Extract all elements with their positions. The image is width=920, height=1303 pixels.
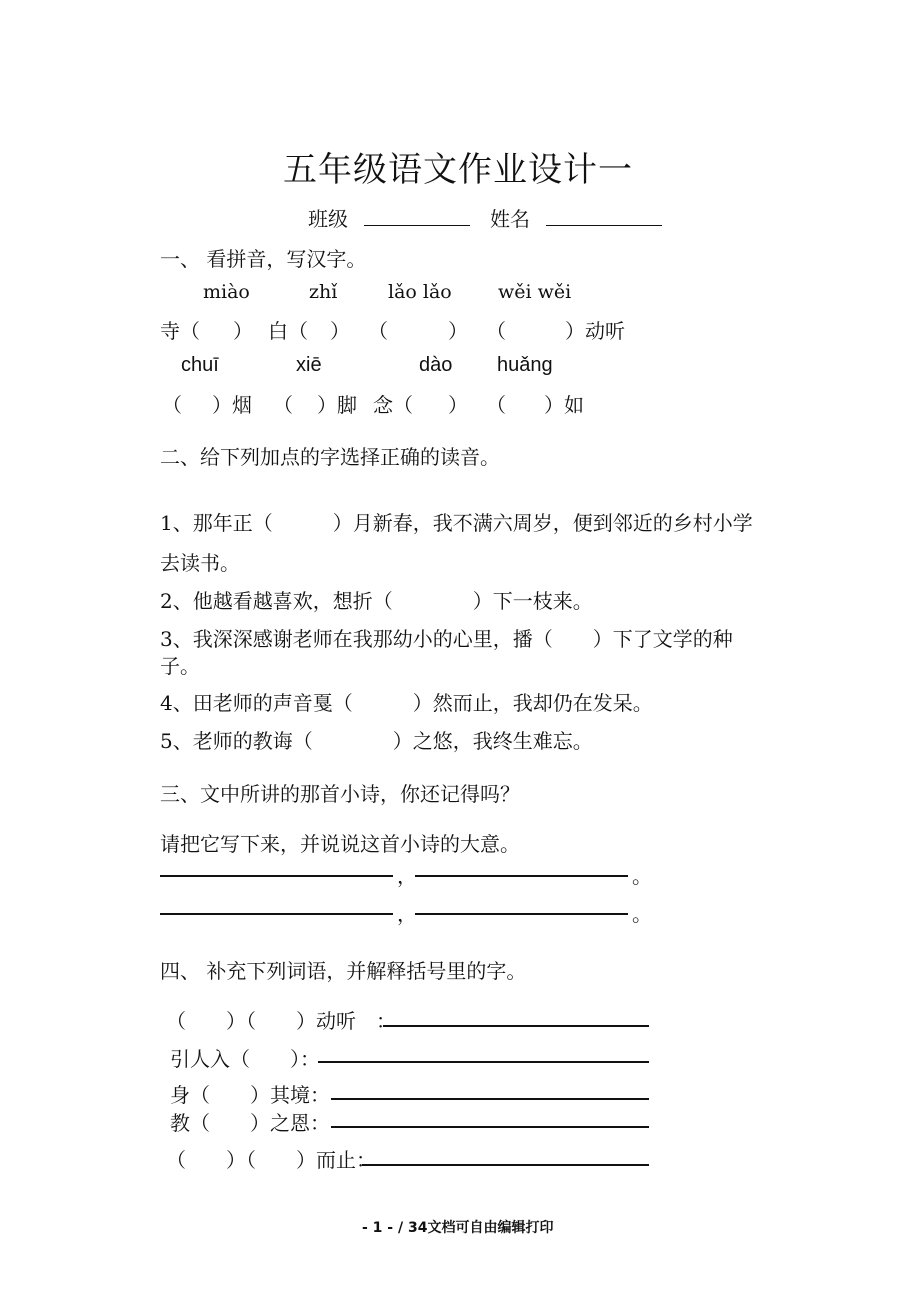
pinyin: zhǐ bbox=[309, 281, 338, 303]
section1-heading: 一、 看拼音，写汉字。 bbox=[160, 247, 367, 271]
answer-text: （ bbox=[368, 319, 388, 343]
name-label: 姓名 bbox=[490, 207, 530, 231]
question-1-cont: 去读书。 bbox=[160, 551, 240, 575]
answer-line[interactable] bbox=[318, 1061, 649, 1063]
idiom-item: 引人入（ ）： bbox=[170, 1047, 320, 1071]
class-label: 班级 bbox=[308, 207, 348, 231]
idiom-item: （ ）（ ）而止： bbox=[166, 1148, 376, 1172]
pinyin: miào bbox=[203, 281, 250, 303]
section3-prompt: 请把它写下来，并说说这首小诗的大意。 bbox=[160, 832, 520, 856]
answer-text: ）动听 bbox=[565, 319, 625, 343]
pinyin: huǎng bbox=[497, 354, 553, 376]
answer-line[interactable] bbox=[362, 1164, 649, 1166]
idiom-item: 教（ ）之恩： bbox=[170, 1111, 330, 1135]
answer-text: （ bbox=[486, 319, 506, 343]
question-1: 1、那年正（ ）月新春，我不满六周岁，便到邻近的乡村小学 bbox=[160, 511, 753, 535]
answer-line[interactable] bbox=[331, 1098, 649, 1100]
answer-text: ）脚 bbox=[317, 393, 357, 417]
comma: ， bbox=[397, 902, 417, 926]
answer-text: ） bbox=[448, 319, 468, 343]
name-blank[interactable] bbox=[546, 207, 662, 226]
answer-line[interactable] bbox=[415, 875, 628, 877]
class-blank[interactable] bbox=[364, 207, 470, 226]
question-5: 5、老师的教诲（ ）之悠，我终生难忘。 bbox=[160, 729, 593, 753]
answer-text: ） bbox=[233, 319, 253, 343]
answer-line[interactable] bbox=[383, 1025, 649, 1027]
answer-text: ） bbox=[448, 393, 468, 417]
question-2: 2、他越看越喜欢，想折（ ）下一枝来。 bbox=[160, 589, 593, 613]
answer-text: ）烟 bbox=[212, 393, 252, 417]
answer-text: 念（ bbox=[373, 393, 413, 417]
section3-heading: 三、文中所讲的那首小诗，你还记得吗？ bbox=[160, 782, 520, 806]
pinyin: wěi wěi bbox=[498, 281, 572, 303]
answer-text: 寺（ bbox=[160, 319, 200, 343]
question-3-cont: 子。 bbox=[160, 654, 200, 678]
class-field bbox=[308, 203, 470, 232]
period: 。 bbox=[632, 902, 652, 926]
question-3: 3、我深深感谢老师在我那幼小的心里，播（ ）下了文学的种 bbox=[160, 627, 733, 651]
pinyin: lǎo lǎo bbox=[388, 281, 452, 303]
answer-text: （ bbox=[162, 393, 182, 417]
section4-heading: 四、 补充下列词语，并解释括号里的字。 bbox=[160, 959, 527, 983]
answer-line[interactable] bbox=[415, 913, 628, 915]
pinyin: chuī bbox=[181, 354, 219, 376]
answer-text: ）如 bbox=[544, 393, 584, 417]
answer-text: 白（ bbox=[268, 319, 308, 343]
pinyin: dào bbox=[419, 354, 453, 376]
answer-line[interactable] bbox=[160, 913, 393, 915]
answer-text: （ bbox=[486, 393, 506, 417]
name-field bbox=[490, 203, 662, 232]
answer-text: （ bbox=[273, 393, 293, 417]
page-footer: - 1 - / 34文档可自由编辑打印 bbox=[362, 1220, 554, 1236]
answer-line[interactable] bbox=[331, 1126, 649, 1128]
answer-text: ） bbox=[330, 319, 350, 343]
page-title: 五年级语文作业设计一 bbox=[283, 150, 633, 190]
pinyin: xiē bbox=[296, 354, 322, 376]
idiom-item: （ ）（ ）动听 ： bbox=[166, 1009, 396, 1033]
idiom-item: 身（ ）其境： bbox=[170, 1083, 330, 1107]
answer-line[interactable] bbox=[160, 875, 393, 877]
section2-heading: 二、给下列加点的字选择正确的读音。 bbox=[160, 445, 500, 469]
period: 。 bbox=[632, 864, 652, 888]
question-4: 4、田老师的声音戛（ ）然而止，我却仍在发呆。 bbox=[160, 691, 653, 715]
comma: ， bbox=[397, 864, 417, 888]
